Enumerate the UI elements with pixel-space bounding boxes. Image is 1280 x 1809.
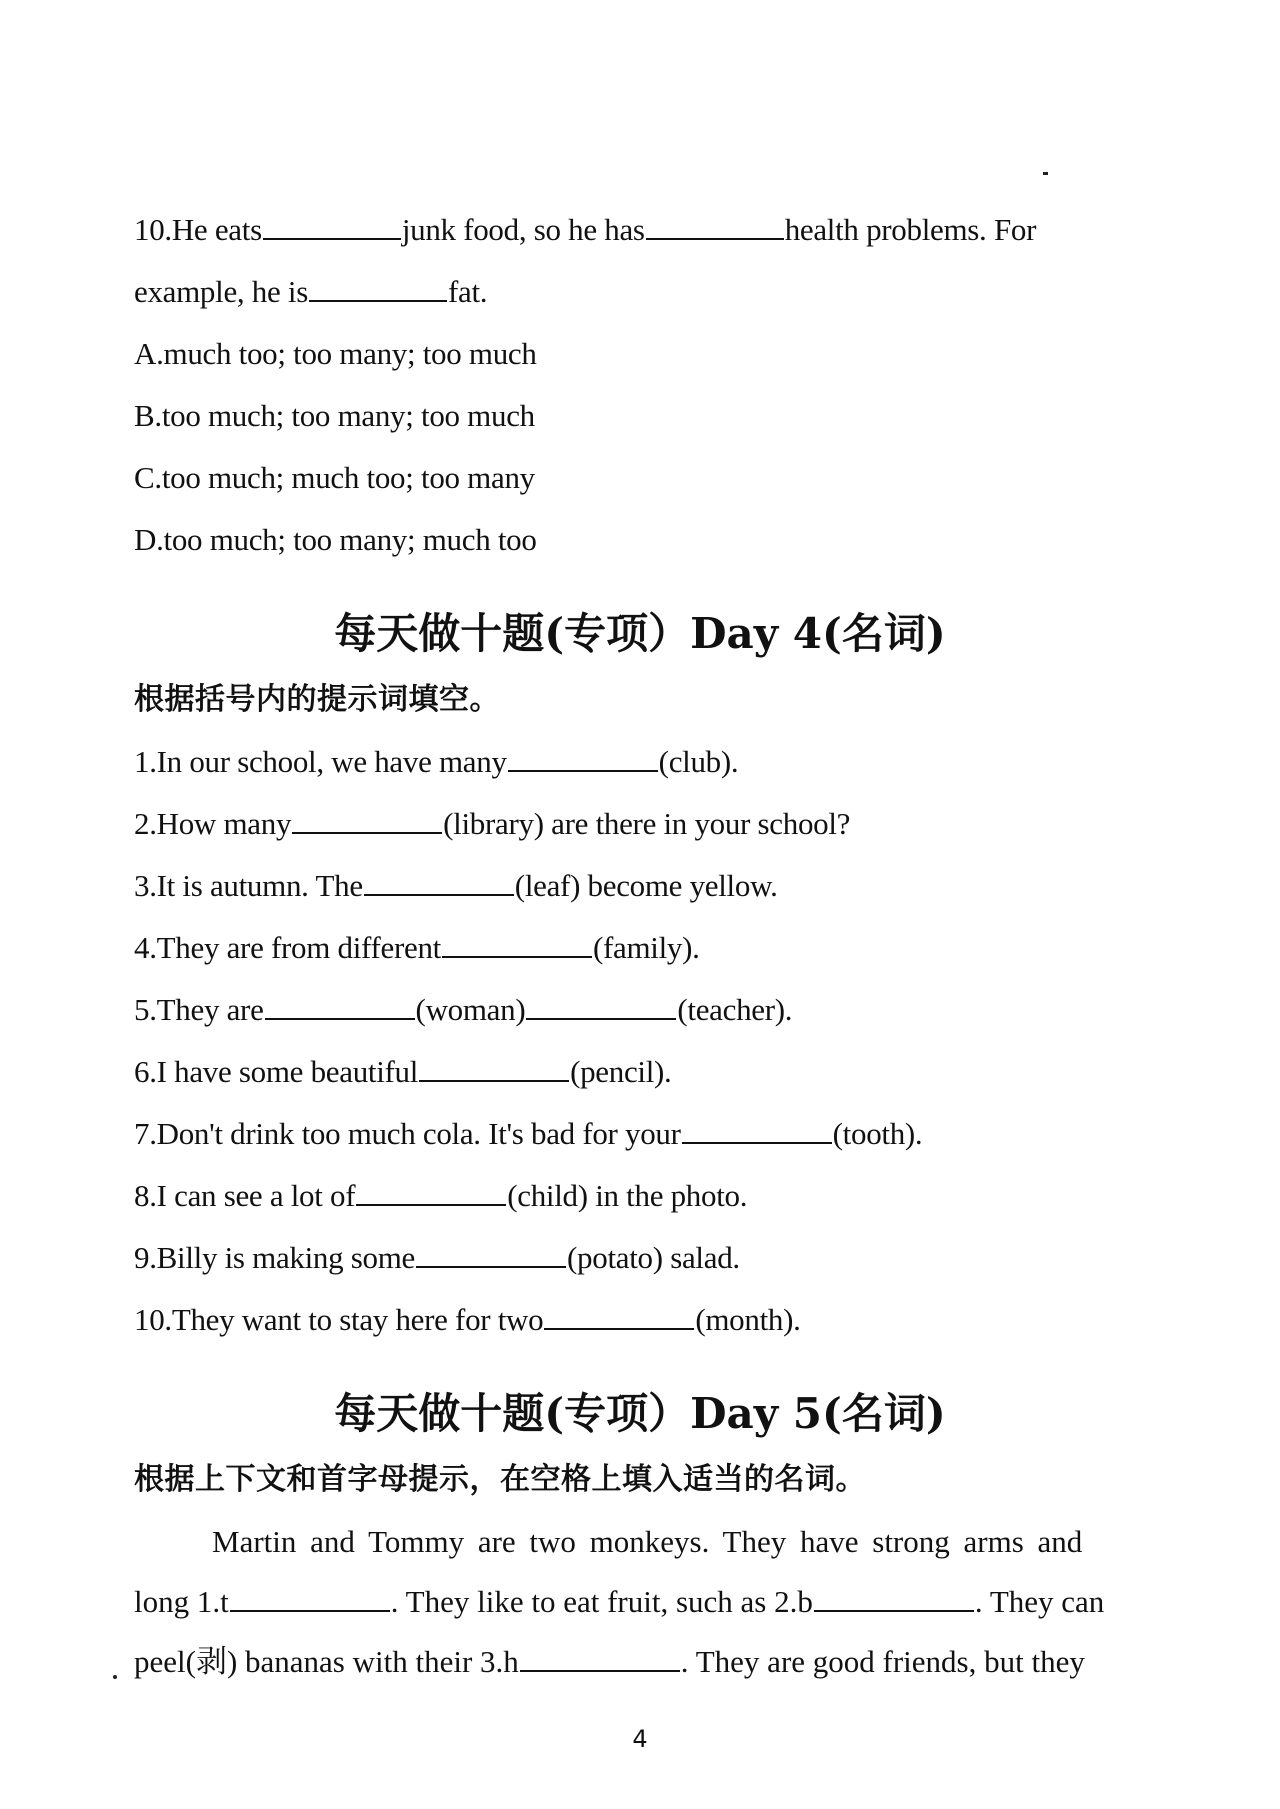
q10-text-e: fat. [448,274,488,309]
day4-title: 每天做十题(专项）Day 4(名词) [334,609,946,658]
item-hint: (leaf) become yellow. [514,868,778,903]
day5-paragraph-line-1 [134,1522,1156,1562]
answer-blank[interactable] [309,274,447,302]
answer-blank[interactable] [526,992,676,1020]
item-hint: (teacher). [677,992,793,1027]
q10-text-d: example, he is [134,274,308,309]
item-text: 9.Billy is making some [134,1240,416,1275]
item-hint: (club). [658,744,739,779]
scan-speck [1043,172,1048,175]
margin-mark [113,1675,117,1679]
day4-item-4 [134,928,700,968]
item-hint: (woman) [415,992,526,1027]
item-text: 8.I can see a lot of [134,1178,356,1213]
item-text: 1.In our school, we have many [134,744,507,779]
day5-paragraph-line-3 [134,1642,1156,1682]
answer-blank[interactable] [508,744,658,772]
day4-item-7 [134,1114,922,1154]
answer-blank[interactable] [544,1302,694,1330]
answer-blank[interactable] [814,1584,974,1612]
item-hint: (family). [592,930,700,965]
answer-blank[interactable] [646,212,784,240]
day4-item-9 [134,1238,740,1278]
answer-blank[interactable] [263,212,401,240]
day4-item-5 [134,990,792,1030]
q10-option-d: D.too much; too many; much too [134,522,537,557]
item-hint: (potato) salad. [567,1240,740,1275]
page-number: 4 [632,1725,648,1753]
q10-line-1 [134,210,1036,250]
item-text: 2.How many [134,806,292,841]
day4-item-10 [134,1300,801,1340]
day5-instruction: 根据上下文和首字母提示，在空格上填入适当的名词。 [134,1462,866,1497]
day4-instruction: 根据括号内的提示词填空。 [134,682,500,717]
answer-blank[interactable] [230,1584,390,1612]
answer-blank[interactable] [416,1240,566,1268]
day5-title: 每天做十题(专项）Day 5(名词) [334,1389,946,1438]
item-text: 3.It is autumn. The [134,868,363,903]
paragraph-text: Martin and Tommy are two monkeys. They have strong arms and [212,1524,1083,1559]
day4-item-3 [134,866,778,906]
answer-blank[interactable] [442,930,592,958]
paragraph-text: . They like to eat fruit, such as 2.b [390,1584,813,1619]
day4-item-8 [134,1176,747,1216]
q10-text-a: 10.He eats [134,212,262,247]
day4-item-6 [134,1052,672,1092]
item-hint: (pencil). [570,1054,672,1089]
item-hint: (month). [695,1302,801,1337]
day4-item-1 [134,742,738,782]
item-text: 10.They want to stay here for two [134,1302,544,1337]
answer-blank[interactable] [520,1644,680,1672]
paragraph-text: . They are good friends, but they [680,1644,1085,1679]
answer-blank[interactable] [682,1116,832,1144]
item-text: 7.Don't drink too much cola. It's bad for your [134,1116,681,1151]
answer-blank[interactable] [364,868,514,896]
paragraph-text: peel(剥) bananas with their 3.h [134,1644,519,1679]
day4-item-2 [134,804,850,844]
item-hint: (child) in the photo. [507,1178,748,1213]
item-hint: (tooth). [832,1116,923,1151]
answer-blank[interactable] [265,992,415,1020]
q10-line-2 [134,272,487,312]
paragraph-text: . They can [974,1584,1105,1619]
item-text: 6.I have some beautiful [134,1054,419,1089]
answer-blank[interactable] [356,1178,506,1206]
answer-blank[interactable] [292,806,442,834]
q10-option-c: C.too much; much too; too many [134,460,535,495]
item-text: 5.They are [134,992,264,1027]
day5-paragraph-line-2 [134,1582,1156,1622]
q10-text-b: junk food, so he has [401,212,645,247]
item-text: 4.They are from different [134,930,441,965]
q10-option-b: B.too much; too many; too much [134,398,535,433]
answer-blank[interactable] [419,1054,569,1082]
item-hint: (library) are there in your school? [443,806,851,841]
q10-option-a: A.much too; too many; too much [134,336,537,371]
q10-text-c: health problems. For [784,212,1037,247]
paragraph-text: long 1.t [134,1584,229,1619]
